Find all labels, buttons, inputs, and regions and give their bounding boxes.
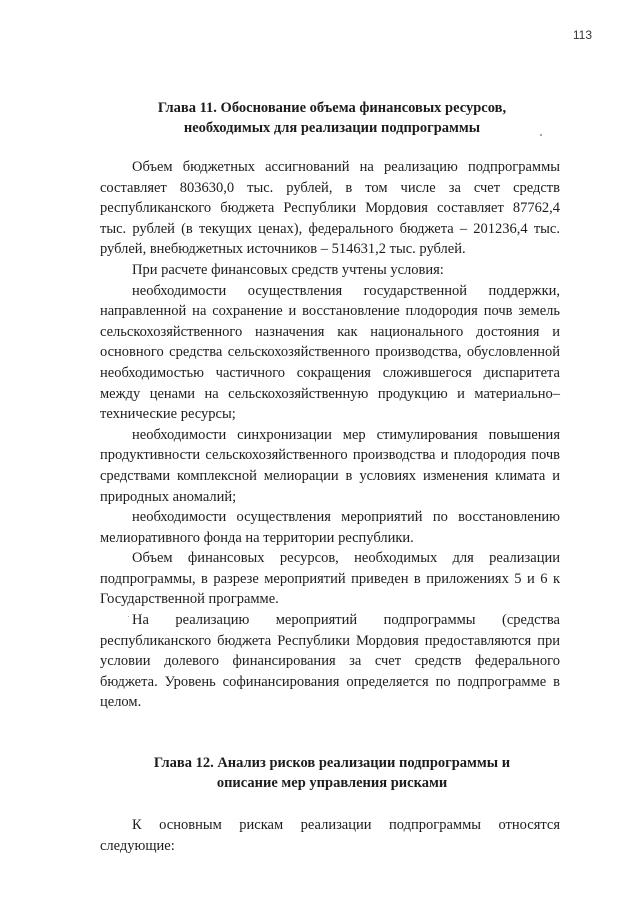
scan-speck [540, 134, 542, 136]
chapter-12-heading [100, 753, 564, 793]
paragraph-condition-melioration-fund: необходимости осуществления мероприятий по восстановлению мелиоративного фонда на территории республики. [100, 509, 560, 546]
chapter-11-heading [100, 98, 564, 138]
paragraph-condition-synchronization: необходимости синхронизации мер стимулирования повышения продуктивности сельскохозяйственного производства и плодородия почв средствами комплексной мелиорации в условиях изменения климата и природных аномалий; [100, 426, 560, 505]
paragraph-risks-intro: К основным рискам реализации подпрограммы относятся следующие: [100, 817, 560, 854]
scan-speck [128, 616, 129, 617]
paragraph-conditions-intro: При расчете финансовых средств учтены условия: [132, 261, 444, 278]
chapter-11-title-line1: Глава 11. Обоснование объема финансовых ресурсов, [157, 100, 507, 116]
chapter-12-body [100, 815, 560, 856]
paragraph-cofinancing: На реализацию мероприятий подпрограммы (средства республиканского бюджета Республики Мордовия предоставляются при условии долевого финансирования за счет средств федерального бюджета. Уровень софинансирования определяется по подпрограмме в целом. [100, 612, 560, 711]
page-number: 113 [572, 28, 592, 42]
chapter-11-body [100, 157, 560, 713]
paragraph-budget-volume: Объем бюджетных ассигнований на реализацию подпрограммы составляет 803630,0 тыс. рублей, в том числе за счет средств республиканского бюджета Республики Мордовия составляет 87762,4 тыс. рублей (в текущих ценах), федерального бюджета – 201236,4 тыс. рублей, внебюджетных источников – 514631,2 тыс. рублей. [100, 159, 560, 258]
paragraph-condition-state-support: необходимости осуществления государственной поддержки, направленной на сохранение и восстановление плодородия почв земель сельскохозяйственного назначения как национального достояния и основного средства сельскохозяйственного производства, обусловленной необходимостью частичного сокращения сложившегося диспаритета между ценами на сельскохозяйственную продукцию и материально–технические ресурсы; [100, 282, 560, 423]
chapter-12-title-line2: описание мер управления рисками [216, 775, 448, 791]
chapter-12-title-line1: Глава 12. Анализ рисков реализации подпрограммы и [153, 755, 511, 771]
chapter-11-title-line2: необходимых для реализации подпрограммы [183, 120, 481, 136]
paragraph-appendices-reference: Объем финансовых ресурсов, необходимых для реализации подпрограммы, в разрезе мероприятий приведен в приложениях 5 и 6 к Государственной программе. [100, 550, 560, 608]
